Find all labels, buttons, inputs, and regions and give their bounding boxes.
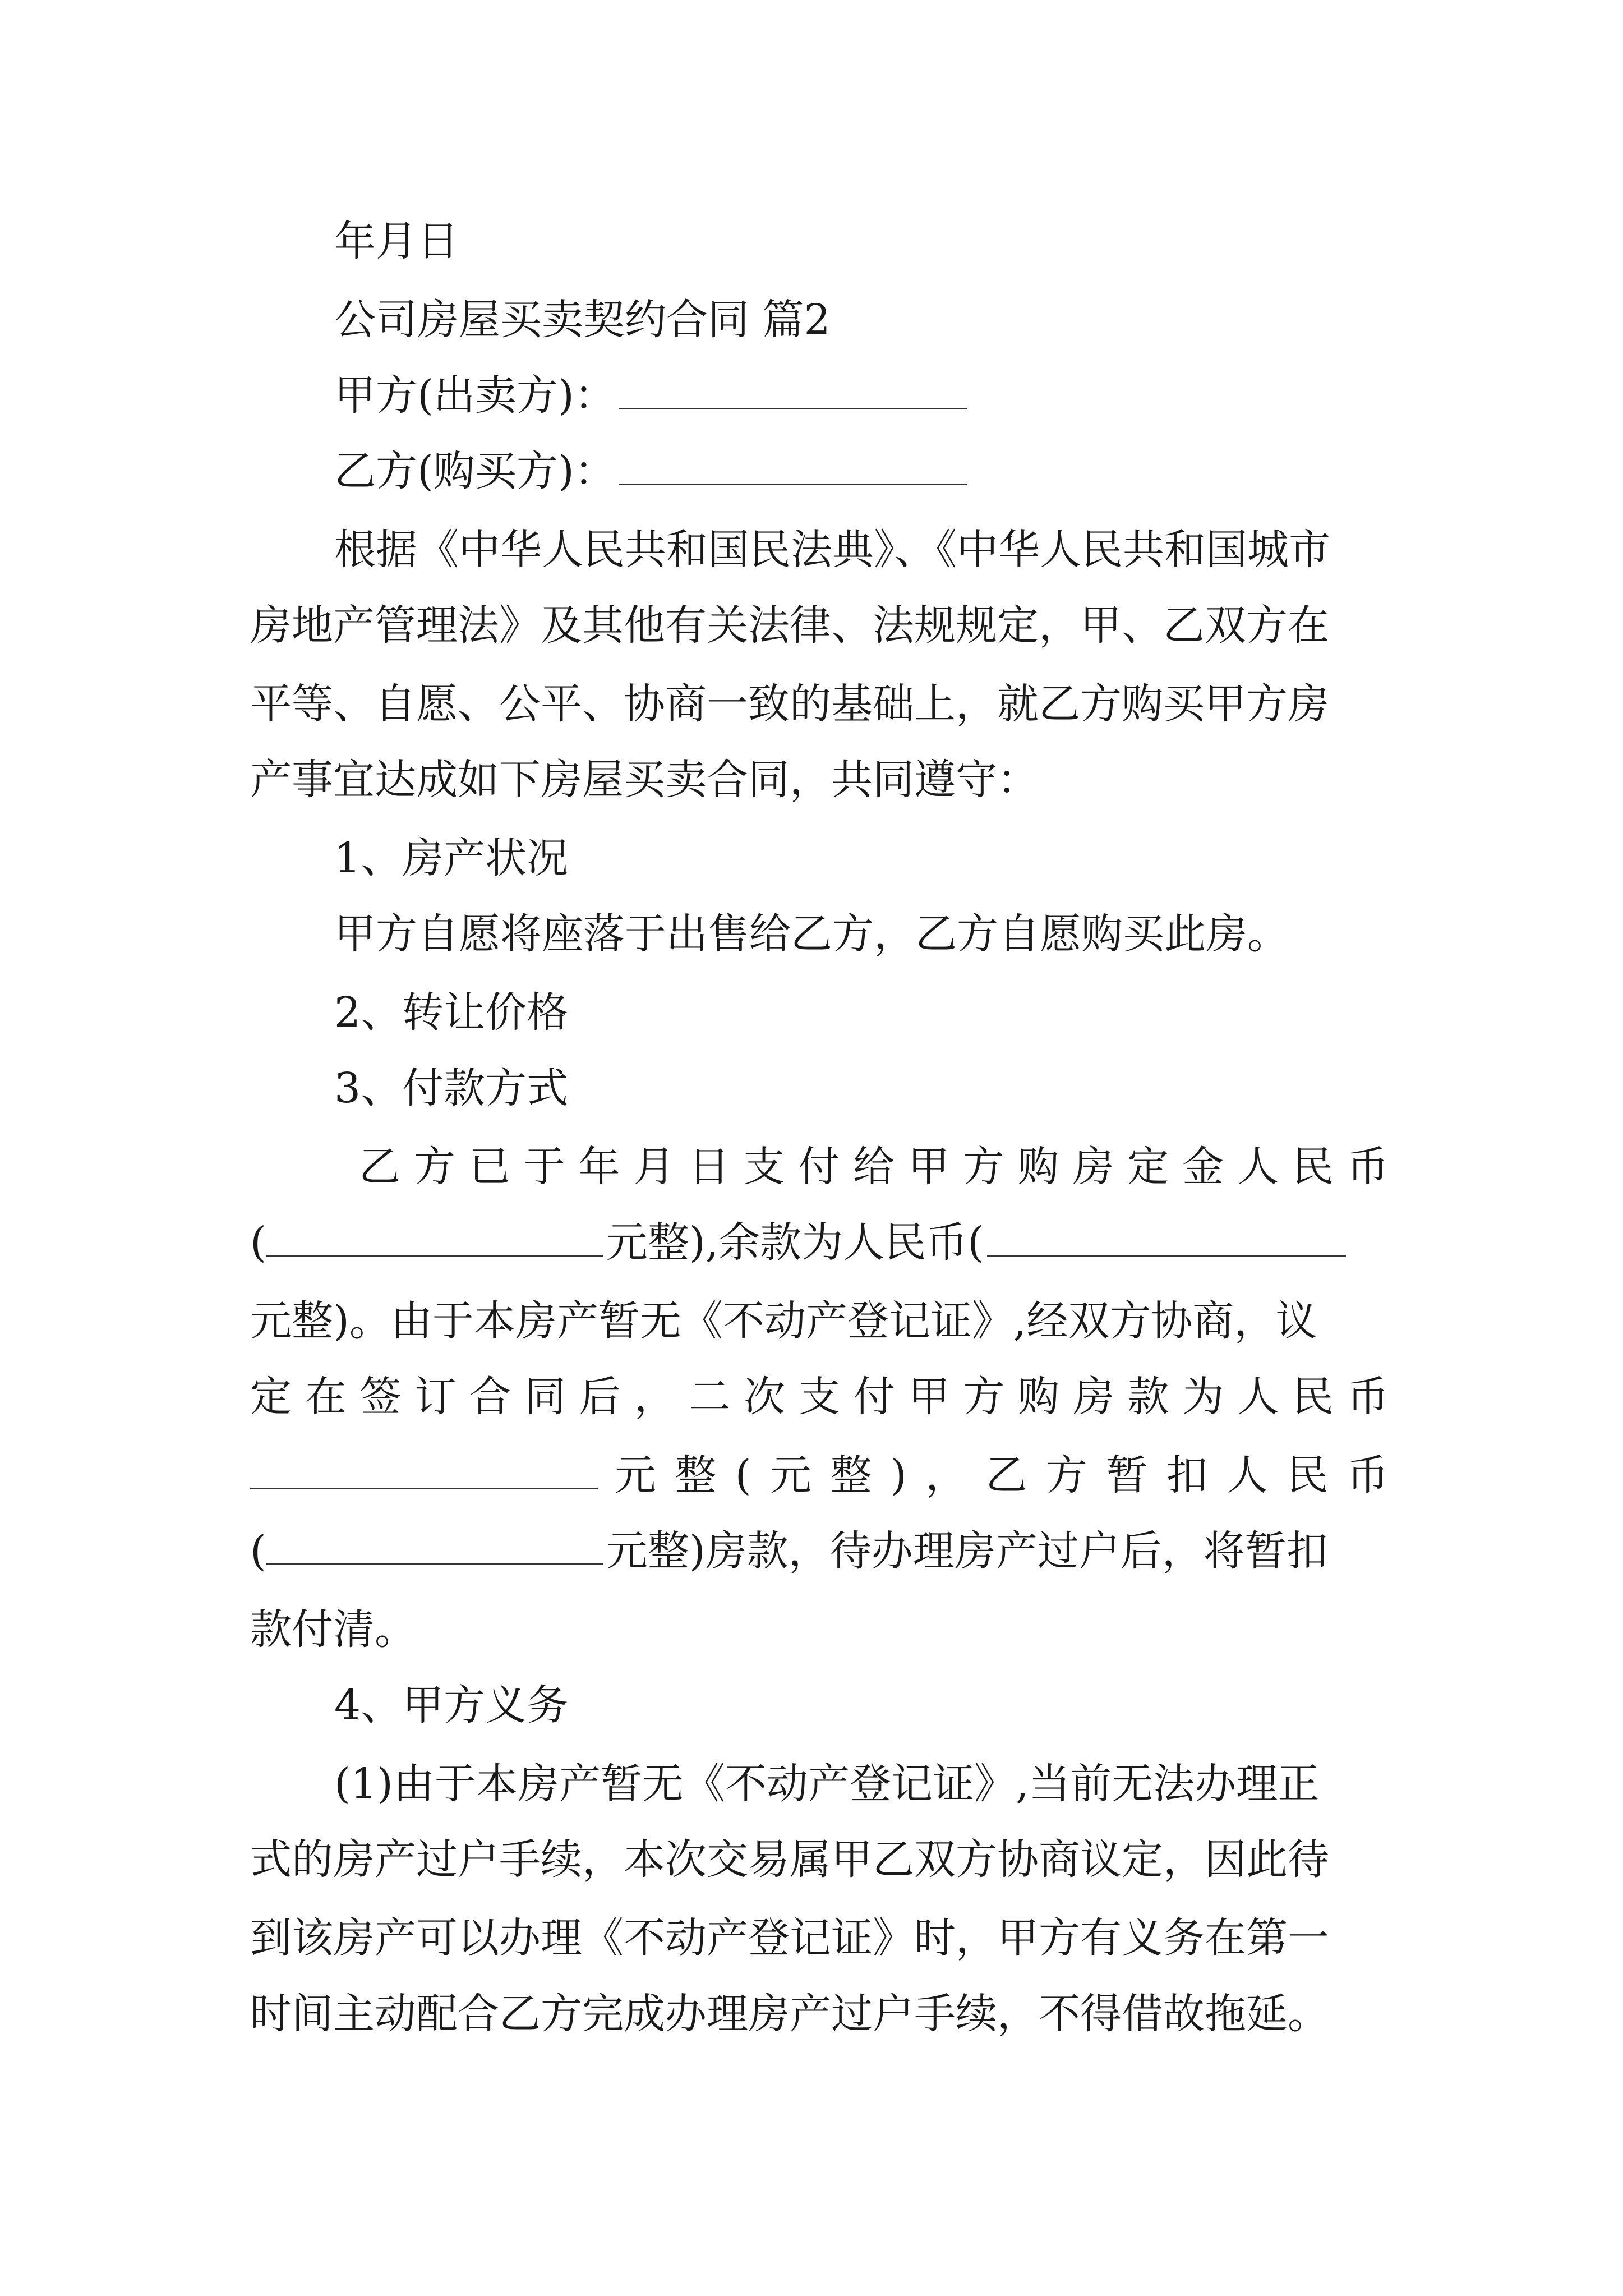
intro-line-4: 产事宜达成如下房屋买卖合同，共同遵守： [250,756,1039,804]
contract-title: 公司房屋买卖契约合同 篇2 [334,296,831,344]
section-2-title: 2、转让价格 [334,988,569,1037]
section-4-title: 4、甲方义务 [334,1681,569,1729]
date-line: 年月日 [334,217,459,265]
section-1-title: 1、房产状况 [334,834,569,882]
payment-line-3: 元整)。由于本房产暂无《不动产登记证》,经双方协商，议 [250,1297,1317,1345]
withheld-amount-blank[interactable] [266,1527,603,1565]
party-a-label: 甲方(出卖方)： [334,371,616,420]
payment-line-4: 定 在 签 订 合 同 后 ， 二 次 支 付 甲 方 购 房 款 为 人 民 币 [250,1373,1389,1421]
party-a-blank[interactable] [619,372,967,409]
payment-line-6: ( 元整)房款，待办理房产过户后，将暂扣 [250,1527,1328,1575]
balance-amount-blank[interactable] [987,1219,1346,1257]
payment-line-5 [250,1436,1389,1515]
section-1-body: 甲方自愿将座落于出售给乙方，乙方自愿购买此房。 [334,910,1289,958]
second-payment-blank[interactable] [250,1452,598,1489]
party-a-row [250,356,1389,435]
intro-line-1: 根据《中华人民共和国民法典》、《中华人民共和国城市 [334,526,1330,574]
payment-line-1: 乙 方 已 于 年 月 日 支 付 给 甲 方 购 房 定 金 人 民 币 [359,1143,1389,1191]
deposit-amount-blank[interactable] [266,1219,603,1257]
intro-line-2: 房地产管理法》及其他有关法律、法规规定，甲、乙双方在 [250,601,1329,650]
section-4-line-4: 时间主动配合乙方完成办理房产过户手续，不得借故拖延。 [250,1990,1329,2038]
payment-line-7: 款付清。 [250,1605,416,1654]
party-b-label: 乙方(购买方)： [334,447,616,495]
payment-line-5-text: 元 整 ( 元 整 ) ， 乙 方 暂 扣 人 民 币 [615,1451,1389,1499]
section-4-line-1: (1)由于本房产暂无《不动产登记证》,当前无法办理正 [334,1760,1320,1808]
payment-line-2: ( 元整),余款为人民币( [250,1203,1389,1282]
intro-line-3: 平等、自愿、公平、协商一致的基础上，就乙方购买甲方房 [250,680,1329,728]
party-b-row [250,432,1389,510]
section-3-title: 3、付款方式 [334,1064,569,1112]
party-b-blank[interactable] [619,448,967,485]
section-4-line-3: 到该房产可以办理《不动产登记证》时，甲方有义务在第一 [250,1914,1329,1962]
section-4-line-2: 式的房产过户手续，本次交易属甲乙双方协商议定，因此待 [250,1835,1329,1884]
